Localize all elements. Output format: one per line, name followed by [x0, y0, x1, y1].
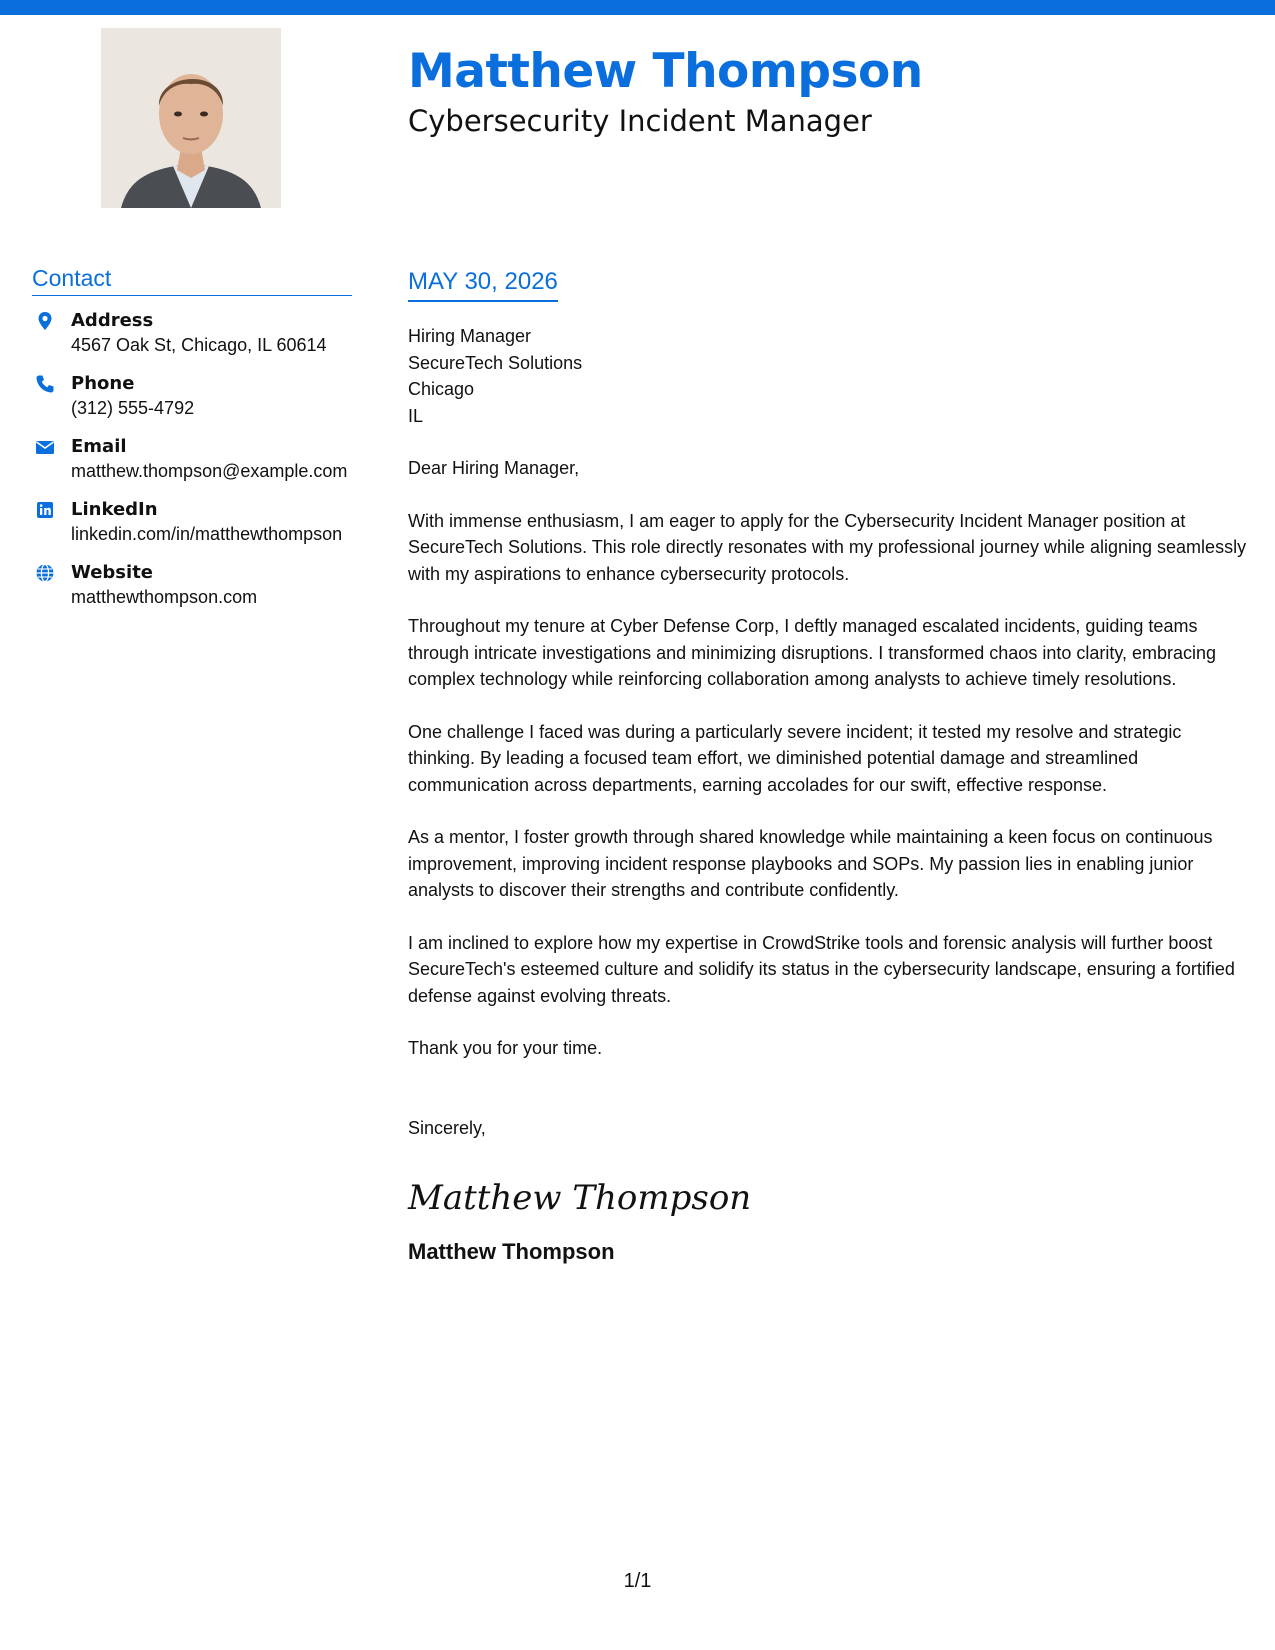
envelope-icon	[35, 437, 55, 457]
website-label: Website	[71, 562, 154, 583]
letter-paragraph: Thank you for your time.	[408, 1038, 603, 1058]
globe-icon	[35, 563, 55, 583]
website-value[interactable]: matthewthompson.com	[71, 587, 258, 607]
letter-paragraph: I am inclined to explore how my expertise in CrowdStrike tools and forensic analysis will further boost SecureTech's esteemed culture and solidify its status in the cybersecurity landscape, ensuring a fortified defense against evolving threats.	[408, 932, 1235, 1006]
handwritten-signature	[408, 1165, 752, 1225]
linkedin-label: LinkedIn	[71, 499, 158, 520]
email-label: Email	[71, 436, 127, 457]
linkedin-icon	[35, 500, 55, 520]
top-accent-bar	[0, 0, 1275, 15]
recipient-line: IL	[408, 405, 424, 426]
applicant-name: Matthew Thompson	[408, 44, 923, 99]
contact-item-linkedin	[32, 497, 352, 547]
phone-label: Phone	[71, 373, 135, 394]
phone-icon	[35, 374, 55, 394]
contact-list	[32, 308, 352, 610]
letter-paragraph: Throughout my tenure at Cyber Defense Corp, I deftly managed escalated incidents, guiding teams through intricate investigations and minimizing disruptions. I transformed chaos into clarity, embracing complex technology while reinforcing collaboration among analysts to achieve timely resolutions.	[408, 616, 1217, 689]
profile-photo	[101, 28, 281, 208]
applicant-job-title: Cybersecurity Incident Manager	[408, 104, 872, 138]
letter-paragraph: One challenge I faced was during a particularly severe incident; it tested my resolve and strategic thinking. By leading a focused team effort, we diminished potential damage and streamlined communication across departments, earning accolades for our swift, effective response.	[408, 721, 1182, 795]
letter-body	[408, 268, 1248, 1265]
contact-item-phone	[32, 371, 352, 421]
signer-name: Matthew Thompson	[408, 1239, 615, 1264]
contact-item-address	[32, 308, 352, 358]
page-number: 1/1	[623, 1570, 652, 1592]
signature-text: Matthew Thompson	[408, 1178, 752, 1218]
closing: Sincerely,	[408, 1117, 486, 1138]
recipient-line: SecureTech Solutions	[408, 352, 583, 373]
contact-item-email	[32, 434, 352, 484]
salutation: Dear Hiring Manager,	[408, 458, 580, 478]
location-pin-icon	[35, 311, 55, 331]
phone-value: (312) 555-4792	[71, 398, 195, 418]
recipient-line: Hiring Manager	[408, 326, 532, 346]
contact-item-website	[32, 560, 352, 610]
recipient-line: Chicago	[408, 379, 475, 399]
recipient-block	[408, 323, 1248, 429]
letter-paragraph: With immense enthusiasm, I am eager to apply for the Cybersecurity Incident Manager position at SecureTech Solutions. This role directly resonates with my professional journey while aligning seamlessly with my aspirations to enhance cybersecurity protocols.	[408, 510, 1247, 584]
linkedin-value[interactable]: linkedin.com/in/matthewthompson	[71, 524, 343, 544]
contact-heading: Contact	[32, 265, 352, 296]
address-value: 4567 Oak St, Chicago, IL 60614	[71, 335, 327, 355]
letter-date: MAY 30, 2026	[408, 268, 558, 302]
letter-paragraph: As a mentor, I foster growth through shared knowledge while maintaining a keen focus on continuous improvement, improving incident response playbooks and SOPs. My passion lies in enabling junior analysts to discover their strengths and contribute confidently.	[408, 827, 1213, 900]
address-label: Address	[71, 310, 154, 331]
email-value[interactable]: matthew.thompson@example.com	[71, 461, 348, 481]
contact-sidebar	[32, 265, 352, 623]
